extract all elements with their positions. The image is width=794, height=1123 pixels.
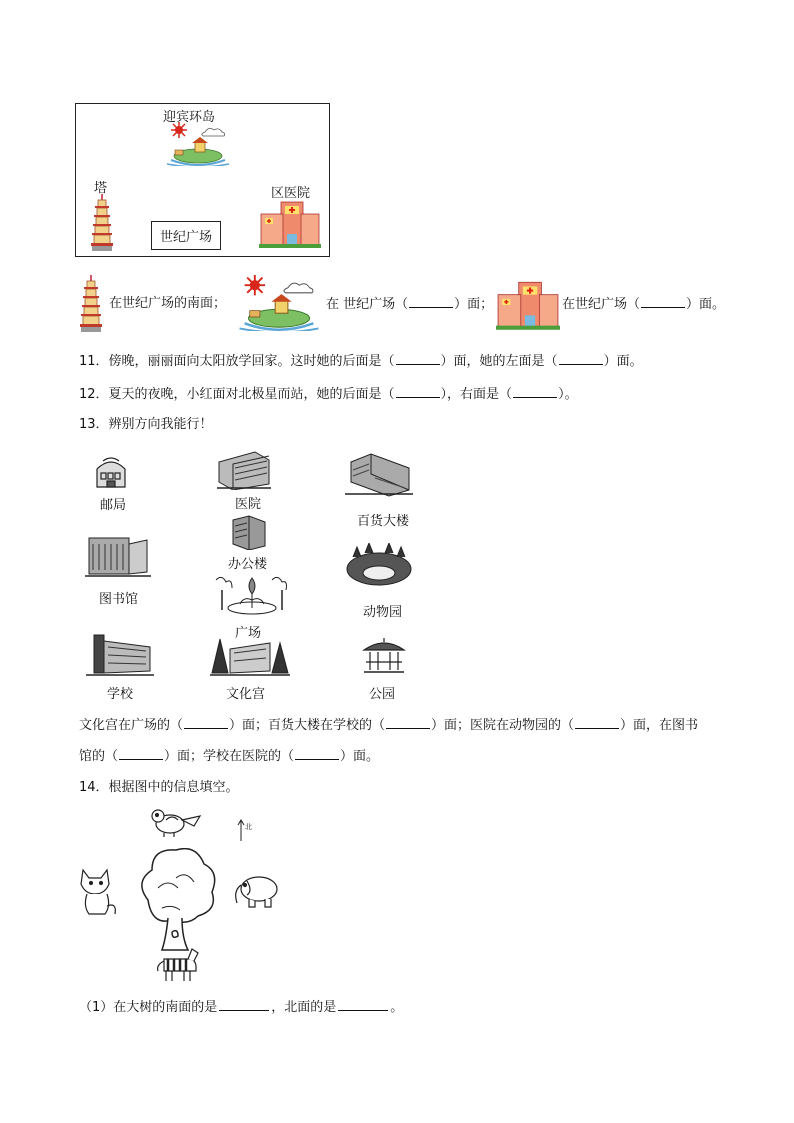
- bird-icon: [148, 806, 204, 838]
- question-14-title: 14．根据图中的信息填空。: [79, 780, 239, 795]
- roundabout-label: 迎宾环岛: [163, 110, 216, 125]
- q13-blank-2[interactable]: [386, 716, 430, 729]
- q14-blank-north[interactable]: [338, 998, 388, 1011]
- q13-blank-1[interactable]: [184, 716, 228, 729]
- q11-blank-2[interactable]: [559, 352, 603, 365]
- office-building-label: 办公楼: [228, 557, 268, 572]
- park-pavilion-icon: [362, 638, 406, 676]
- post-office-label: 邮局: [100, 498, 127, 513]
- roundabout-island-icon: [165, 122, 231, 166]
- q12-blank-2[interactable]: [513, 385, 557, 398]
- hospital-sketch-label: 医院: [235, 497, 262, 512]
- q13-line-2: 馆的（ ）面；学校在医院的（ ）面。: [79, 749, 380, 764]
- q13-blank-4[interactable]: [119, 747, 163, 760]
- big-tree-icon: [136, 848, 216, 952]
- department-store-icon: [345, 452, 413, 498]
- zebra-icon: [154, 947, 200, 983]
- q12-blank-1[interactable]: [396, 385, 440, 398]
- plaza-label: 世纪广场: [151, 221, 221, 250]
- q13-blank-5[interactable]: [295, 747, 339, 760]
- pagoda-icon-inline: [79, 274, 103, 334]
- q11-blank-1[interactable]: [396, 352, 440, 365]
- park-label: 公园: [369, 687, 396, 702]
- office-building-icon: [229, 514, 269, 550]
- q10-text-1: 在世纪广场的南面；: [109, 296, 227, 311]
- q10-text-3: 在世纪广场（ ）面。: [562, 297, 726, 312]
- department-store-label: 百货大楼: [357, 514, 410, 529]
- post-office-icon: [93, 455, 129, 489]
- hospital-sketch-icon: [217, 450, 271, 490]
- school-icon: [86, 631, 154, 677]
- q10-blank-1[interactable]: [409, 295, 453, 308]
- pagoda-icon: [90, 194, 114, 252]
- fox-icon: [77, 866, 117, 916]
- q10-text-2: 在 世纪广场（ ）面；: [326, 297, 494, 312]
- north-label: 北: [245, 823, 252, 831]
- zoo-icon: [345, 543, 413, 589]
- school-label: 学校: [107, 687, 134, 702]
- elephant-icon: [233, 873, 283, 909]
- library-icon: [85, 534, 151, 580]
- q13-blank-3[interactable]: [575, 716, 619, 729]
- plaza-icon: [212, 574, 290, 618]
- q14-blank-south[interactable]: [219, 998, 269, 1011]
- q13-line-1: 文化宫在广场的（ ）面；百货大楼在学校的（ ）面；医院在动物园的（ ）面，在图书: [79, 718, 699, 733]
- question-12: 12．夏天的夜晚，小红面对北极星而站，她的后面是（ ），右面是（ ）。: [79, 387, 578, 402]
- culture-palace-label: 文化宫: [226, 687, 266, 702]
- q10-blank-2[interactable]: [641, 295, 685, 308]
- hospital-building-icon-inline: [496, 280, 560, 330]
- tower-label: 塔: [94, 181, 108, 196]
- question-13-title: 13．辨别方向我能行！: [79, 417, 213, 432]
- question-11: 11．傍晚，丽丽面向太阳放学回家。这时她的后面是（ ）面，她的左面是（ ）面。: [79, 354, 643, 369]
- q14-sub-1: （1）在大树的南面的是 ，北面的是 。: [79, 1000, 404, 1015]
- zoo-label: 动物园: [363, 605, 403, 620]
- culture-palace-icon: [210, 631, 290, 677]
- district-hospital-label: 区医院: [271, 186, 311, 201]
- plaza-sketch-label: 广场: [235, 626, 262, 641]
- library-label: 图书馆: [99, 592, 139, 607]
- roundabout-island-icon-inline: [235, 275, 323, 331]
- hospital-building-icon: [259, 200, 321, 248]
